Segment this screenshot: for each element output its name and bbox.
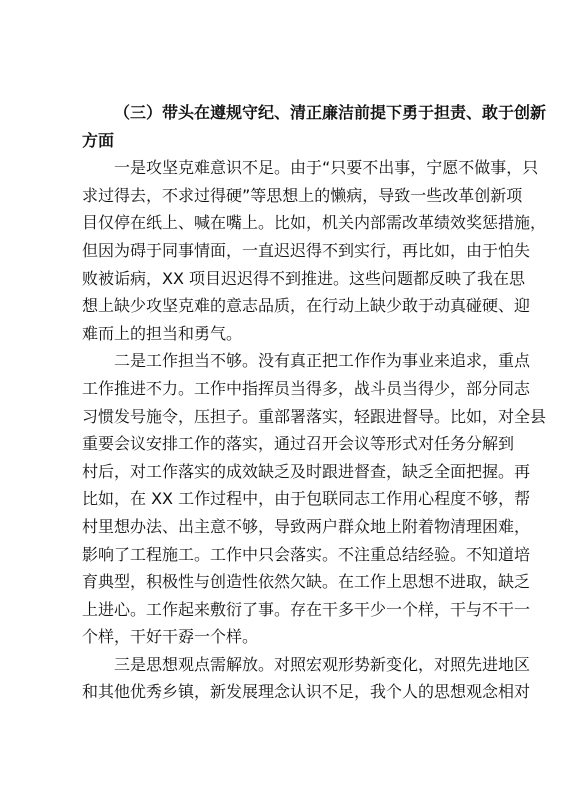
paragraph-attack-difficulties <box>82 154 547 347</box>
paragraph-line: 村里想办法、出主意不够，导致两户群众地上附着物清理困难， <box>82 516 531 536</box>
section-heading <box>82 99 547 154</box>
section-heading-line: （三）带头在遵规守纪、清正廉洁前提下勇于担责、敢于创新 <box>114 103 547 122</box>
paragraph-line: 育典型，积极性与创造性依然欠缺。在工作上思想不进取，缺乏 <box>82 572 531 592</box>
paragraph-line: 重要会议安排工作的落实，通过召开会议等形式对任务分解到 <box>82 434 515 454</box>
paragraph-thinking <box>82 651 531 706</box>
paragraph-line: 一是攻坚克难意识不足。由于“只要不出事，宁愿不做事，只 <box>114 158 539 178</box>
paragraph-line: 村后，对工作落实的成效缺乏及时跟进督查，缺乏全面把握。再 <box>82 461 531 481</box>
paragraph-line: 三是思想观点需解放。对照宏观形势新变化，对照先进地区 <box>114 654 531 674</box>
paragraph-line: 和其他优秀乡镇，新发展理念认识不足，我个人的思想观念相对 <box>82 682 531 702</box>
paragraph-responsibility <box>82 347 547 651</box>
document-body <box>82 99 547 706</box>
paragraph-line: 比如，在 XX 工作过程中，由于包联同志工作用心程度不够，帮 <box>82 489 531 509</box>
paragraph-line: 个样，干好干孬一个样。 <box>82 627 259 647</box>
paragraph-line: 难而上的担当和勇气。 <box>82 323 243 343</box>
paragraph-line: 目仅停在纸上、喊在嘴上。比如，机关内部需改革绩效奖惩措施， <box>82 213 547 233</box>
paragraph-line: 败被诟病，XX 项目迟迟得不到推进。这些问题都反映了我在思 <box>82 268 526 288</box>
paragraph-line: 求过得去，不求过得硬”等思想上的懒病，导致一些改革创新项 <box>82 185 523 205</box>
paragraph-line: 习惯发号施令，压担子。重部署落实，轻跟进督导。比如，对全县 <box>82 406 547 426</box>
paragraph-line: 工作推进不力。工作中指挥员当得多，战斗员当得少，部分同志 <box>82 378 531 398</box>
paragraph-line: 二是工作担当不够。没有真正把工作作为事业来追求，重点 <box>114 351 531 371</box>
paragraph-line: 影响了工程施工。工作中只会落实。不注重总结经验。不知道培 <box>82 544 531 564</box>
paragraph-line: 上进心。工作起来敷衍了事。存在干多干少一个样，干与不干一 <box>82 599 531 619</box>
paragraph-line: 想上缺少攻坚克难的意志品质，在行动上缺少敢于动真碰硬、迎 <box>82 296 531 316</box>
section-heading-line: 方面 <box>82 130 115 150</box>
paragraph-line: 但因为碍于同事情面，一直迟迟得不到实行，再比如，由于怕失 <box>82 240 531 260</box>
